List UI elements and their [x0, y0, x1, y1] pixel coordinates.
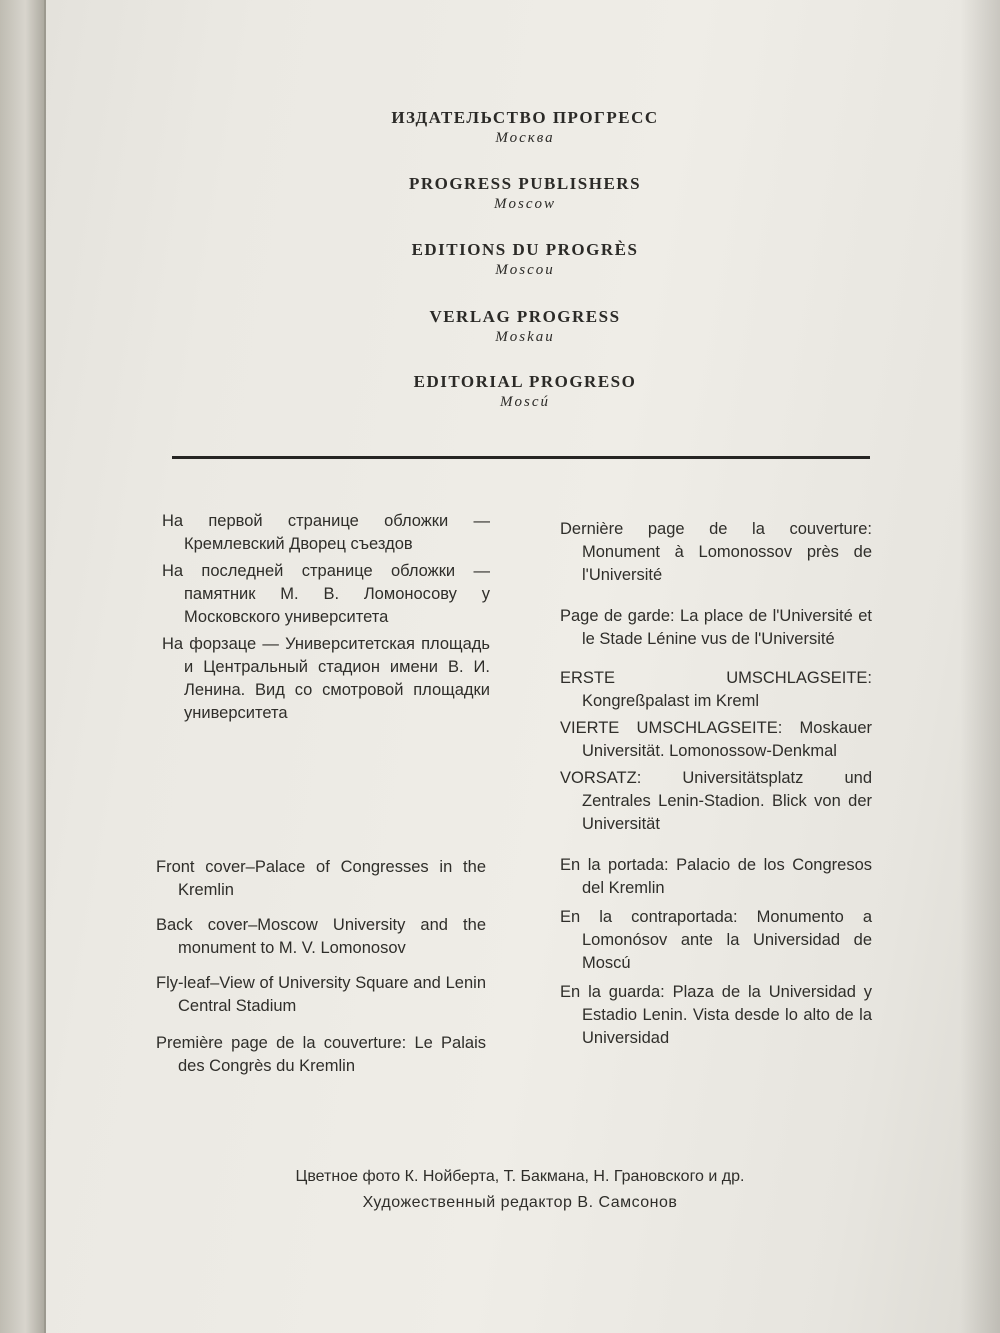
caption-de-flyleaf: VORSATZ: Universitätsplatz und Zentrales Lenin-Stadion. Blick von der Universität	[560, 769, 872, 833]
captions-right	[560, 518, 872, 1050]
publisher-name: VERLAG PROGRESS	[429, 307, 621, 326]
caption-fr-front: Première page de la couverture: Le Palais des Congrès du Kremlin	[156, 1034, 486, 1075]
caption-de-back: VIERTE UMSCHLAGSEITE: Moskauer Universität. Lomonossow-Denkmal	[560, 719, 872, 760]
caption-es-back: En la contraportada: Monumento a Lomonósov ante la Universidad de Moscú	[560, 908, 872, 972]
caption-ru-back: На последней странице обложки — памятник М. В. Ломоносову у Московского университета	[162, 562, 490, 626]
caption-fr-back: Dernière page de la couverture: Monument à Lomonossov près de l'Université	[560, 520, 872, 584]
publisher-city: Moscú	[500, 394, 550, 410]
caption-en-flyleaf: Fly-leaf–View of University Square and Lenin Central Stadium	[156, 974, 486, 1015]
caption-ru-front: На первой странице обложки — Кремлевский Дворец съездов	[162, 512, 490, 553]
caption-es-flyleaf: En la guarda: Plaza de la Universidad y Estadio Lenin. Vista desde lo alto de la Universidad	[560, 983, 872, 1047]
publisher-city: Moskau	[495, 329, 555, 345]
editor-credit: Художественный редактор В. Самсонов	[362, 1194, 678, 1211]
captions-left-ru	[162, 510, 490, 725]
publisher-ru	[325, 108, 725, 147]
publisher-city: Москва	[495, 130, 555, 146]
caption-ru-flyleaf: На форзаце — Университетская площадь и Центральный стадион имени В. И. Ленина. Вид со смотровой площадки университета	[162, 635, 490, 722]
publisher-fr	[325, 240, 725, 279]
horizontal-rule	[172, 456, 870, 459]
publisher-name: PROGRESS PUBLISHERS	[408, 174, 642, 193]
caption-en-back: Back cover–Moscow University and the monument to M. V. Lomonosov	[156, 916, 486, 957]
captions-left-foreign	[156, 856, 486, 1078]
publisher-city: Moscow	[494, 196, 556, 212]
publisher-es	[325, 372, 725, 411]
publisher-en	[325, 174, 725, 213]
publisher-name: ИЗДАТЕЛЬСТВО ПРОГРЕСС	[391, 108, 659, 127]
book-spine	[0, 0, 46, 1333]
caption-de-front: ERSTE UMSCHLAGSEITE: Kongreßpalast im Kreml	[560, 669, 872, 710]
caption-en-front: Front cover–Palace of Congresses in the Kremlin	[156, 858, 486, 899]
publisher-name: EDITORIAL PROGRESO	[413, 372, 637, 391]
page-shadow	[960, 0, 1000, 1333]
caption-fr-flyleaf: Page de garde: La place de l'Université et le Stade Lénine vus de l'Université	[560, 607, 872, 648]
photo-credit: Цветное фото К. Нойберта, Т. Бакмана, Н. Грановского и др.	[295, 1168, 745, 1185]
caption-es-front: En la portada: Palacio de los Congresos del Kremlin	[560, 856, 872, 897]
credits	[180, 1164, 860, 1216]
publisher-de	[325, 307, 725, 346]
publisher-city: Moscou	[495, 262, 555, 278]
publisher-name: EDITIONS DU PROGRÈS	[411, 240, 639, 259]
